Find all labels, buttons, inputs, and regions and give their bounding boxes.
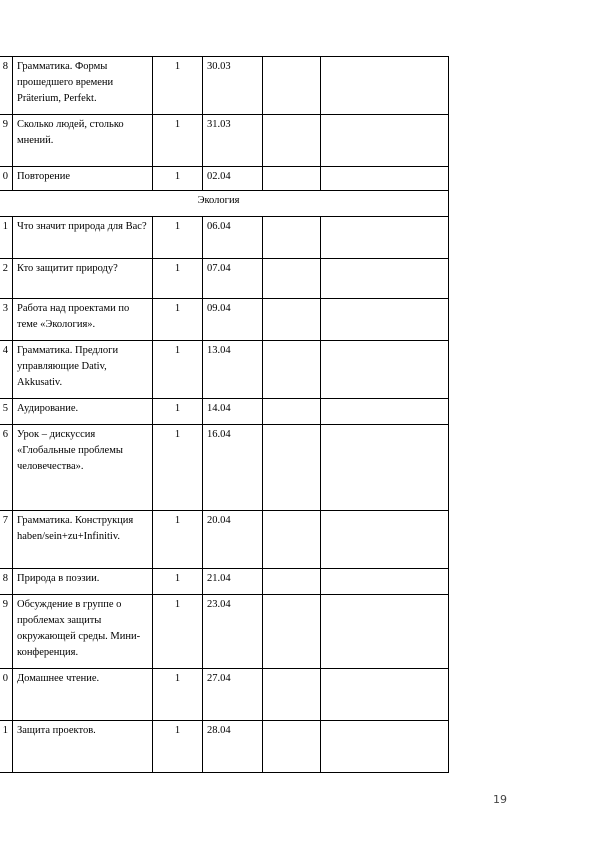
lesson-date: 23.04 <box>203 595 263 669</box>
lesson-hours: 1 <box>153 115 203 167</box>
section-row <box>0 191 449 217</box>
lesson-hours: 1 <box>153 569 203 595</box>
empty-cell <box>263 569 321 595</box>
empty-cell <box>263 511 321 569</box>
lesson-number: 3 <box>0 299 13 341</box>
empty-cell <box>263 167 321 191</box>
lesson-hours: 1 <box>153 399 203 425</box>
lesson-plan-table <box>0 56 449 773</box>
empty-cell <box>263 259 321 299</box>
lesson-date: 14.04 <box>203 399 263 425</box>
lesson-date: 20.04 <box>203 511 263 569</box>
lesson-date: 09.04 <box>203 299 263 341</box>
page-number: 19 <box>493 793 507 806</box>
lesson-hours: 1 <box>153 259 203 299</box>
lesson-topic: Грамматика. Конструкция haben/sein+zu+Infinitiv. <box>13 511 153 569</box>
table-row <box>0 57 449 115</box>
lesson-date: 07.04 <box>203 259 263 299</box>
table-row <box>0 669 449 721</box>
empty-cell <box>321 259 449 299</box>
lesson-topic: Работа над проектами по теме «Экология». <box>13 299 153 341</box>
lesson-date: 21.04 <box>203 569 263 595</box>
empty-cell <box>321 217 449 259</box>
lesson-number: 4 <box>0 341 13 399</box>
lesson-date: 28.04 <box>203 721 263 773</box>
lesson-hours: 1 <box>153 341 203 399</box>
lesson-topic: Что значит природа для Вас? <box>13 217 153 259</box>
empty-cell <box>321 595 449 669</box>
empty-cell <box>321 299 449 341</box>
empty-cell <box>321 721 449 773</box>
lesson-topic: Защита проектов. <box>13 721 153 773</box>
lesson-number: 2 <box>0 259 13 299</box>
table-row <box>0 259 449 299</box>
lesson-number: 0 <box>0 669 13 721</box>
section-title: Экология <box>0 191 449 217</box>
lesson-topic: Природа в поэзии. <box>13 569 153 595</box>
lesson-hours: 1 <box>153 217 203 259</box>
table-row <box>0 115 449 167</box>
table-row <box>0 569 449 595</box>
lesson-topic: Домашнее чтение. <box>13 669 153 721</box>
lesson-hours: 1 <box>153 595 203 669</box>
lesson-hours: 1 <box>153 57 203 115</box>
lesson-topic: Грамматика. Формы прошедшего времени Präterium, Perfekt. <box>13 57 153 115</box>
lesson-number: 5 <box>0 399 13 425</box>
empty-cell <box>321 115 449 167</box>
empty-cell <box>321 511 449 569</box>
table-row <box>0 511 449 569</box>
empty-cell <box>263 115 321 167</box>
lesson-topic: Повторение <box>13 167 153 191</box>
table-row <box>0 341 449 399</box>
lesson-date: 30.03 <box>203 57 263 115</box>
lesson-number: 8 <box>0 569 13 595</box>
empty-cell <box>321 57 449 115</box>
lesson-topic: Обсуждение в группе о проблемах защиты окружающей среды. Мини-конференция. <box>13 595 153 669</box>
lesson-topic: Грамматика. Предлоги управляющие Dativ, Akkusativ. <box>13 341 153 399</box>
table-row <box>0 721 449 773</box>
empty-cell <box>263 595 321 669</box>
empty-cell <box>263 669 321 721</box>
lesson-topic: Кто защитит природу? <box>13 259 153 299</box>
empty-cell <box>321 399 449 425</box>
table-row <box>0 167 449 191</box>
empty-cell <box>321 425 449 511</box>
empty-cell <box>321 341 449 399</box>
lesson-date: 02.04 <box>203 167 263 191</box>
table-row <box>0 299 449 341</box>
lesson-topic: Аудирование. <box>13 399 153 425</box>
lesson-hours: 1 <box>153 721 203 773</box>
lesson-date: 13.04 <box>203 341 263 399</box>
lesson-date: 31.03 <box>203 115 263 167</box>
lesson-hours: 1 <box>153 167 203 191</box>
table-row <box>0 425 449 511</box>
lesson-hours: 1 <box>153 511 203 569</box>
lesson-topic: Урок – дискуссия «Глобальные проблемы человечества». <box>13 425 153 511</box>
empty-cell <box>263 399 321 425</box>
lesson-number: 1 <box>0 721 13 773</box>
lesson-number: 7 <box>0 511 13 569</box>
lesson-number: 8 <box>0 57 13 115</box>
table-row <box>0 399 449 425</box>
lesson-number: 9 <box>0 595 13 669</box>
empty-cell <box>263 721 321 773</box>
lesson-topic: Сколько людей, столько мнений. <box>13 115 153 167</box>
empty-cell <box>263 425 321 511</box>
empty-cell <box>321 569 449 595</box>
lesson-number: 6 <box>0 425 13 511</box>
lesson-hours: 1 <box>153 669 203 721</box>
lesson-hours: 1 <box>153 299 203 341</box>
lesson-date: 16.04 <box>203 425 263 511</box>
lesson-date: 27.04 <box>203 669 263 721</box>
empty-cell <box>263 341 321 399</box>
lesson-date: 06.04 <box>203 217 263 259</box>
empty-cell <box>321 669 449 721</box>
empty-cell <box>263 299 321 341</box>
empty-cell <box>263 217 321 259</box>
table-row <box>0 217 449 259</box>
lesson-number: 0 <box>0 167 13 191</box>
empty-cell <box>321 167 449 191</box>
lesson-number: 1 <box>0 217 13 259</box>
lesson-number: 9 <box>0 115 13 167</box>
empty-cell <box>263 57 321 115</box>
lesson-hours: 1 <box>153 425 203 511</box>
table-row <box>0 595 449 669</box>
